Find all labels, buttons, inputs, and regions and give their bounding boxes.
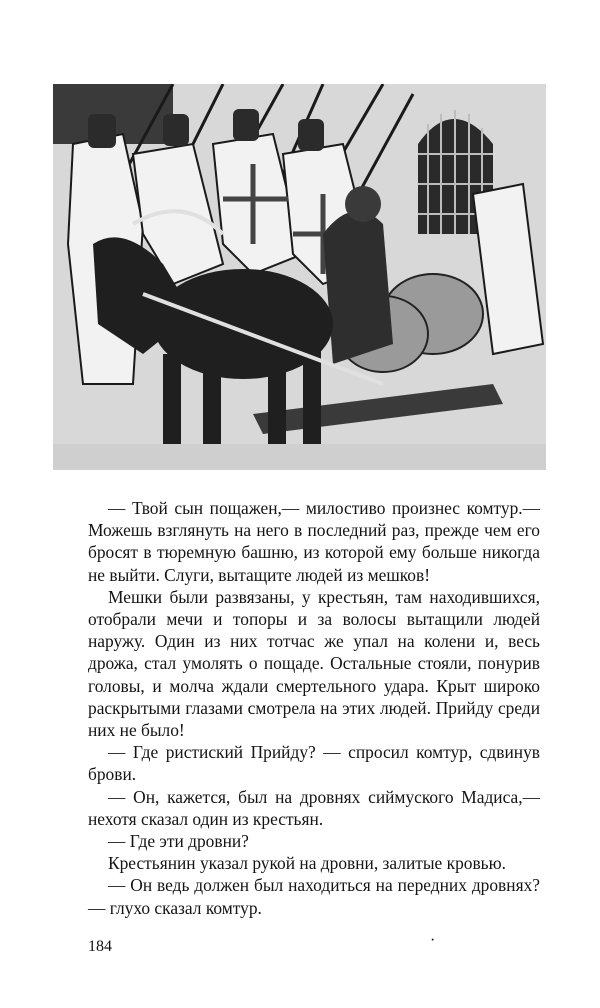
paragraph: — Где ристиский Прийду? — спросил комтур, сдвинув брови. xyxy=(88,742,540,785)
paragraph: — Твой сын пощажен,— милостиво произнес комтур.— Можешь взглянуть на него в последний раз, прежде чем его бросят в тюремную башню, из которой ему больше никогда не выйти. Слуги, вытащите людей из мешков! xyxy=(88,498,540,585)
body-text xyxy=(88,497,540,919)
paragraph: — Он, кажется, был на дровнях сиймуского Мадиса,— нехотя сказал один из крестьян. xyxy=(88,786,540,829)
paragraph: Крестьянин указал рукой на дровни, залитые кровью. xyxy=(108,853,506,874)
paragraph: Мешки были развязаны, у крестьян, там находившихся, отобрали мечи и топоры и за волосы вытащили людей наружу. Один из них тотчас же упал на колени и, весь дрожа, стал умолять о пощаде. Остальные стояли, понурив головы, и молча ждали смертельного удара. Крыт широко раскрытыми глазами смотрела на этих людей. Прийду среди них не было! xyxy=(88,586,540,741)
page-number: 184 xyxy=(88,938,112,955)
paragraph: — Он ведь должен был находиться на передних дровнях? — глухо сказал комтур. xyxy=(88,875,540,918)
paragraph: — Где эти дровни? xyxy=(108,831,249,852)
illustration-knights-and-horse-sled xyxy=(53,84,546,470)
print-speck: · xyxy=(430,932,436,949)
